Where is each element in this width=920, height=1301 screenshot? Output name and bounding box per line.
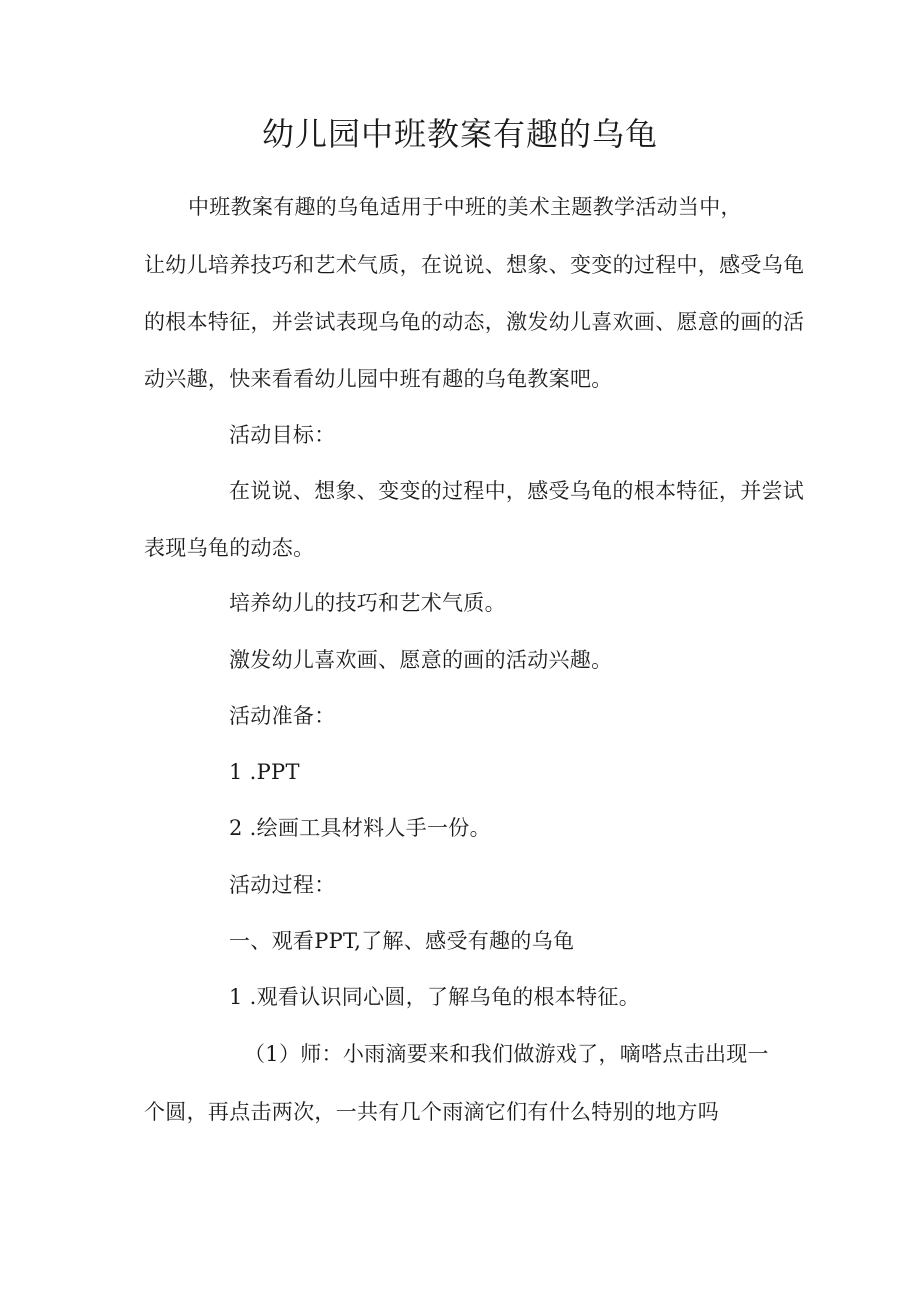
intro-line-3: 的根本特征，并尝试表现乌龟的动态，激发幼儿喜欢画、愿意的画的活 bbox=[144, 310, 805, 334]
intro-line-1: 中班教案有趣的乌龟适用于中班的美术主题教学活动当中， bbox=[188, 195, 742, 219]
process-sub-1-line-2: 个圆，再点击两次，一共有几个雨滴它们有什么特别的地方吗 bbox=[144, 1100, 720, 1124]
process-sub-1-line-1: （1）师：小雨滴要来和我们做游戏了，嘀嗒点击出现一 bbox=[244, 1042, 769, 1066]
goals-heading: 活动目标： bbox=[229, 423, 336, 447]
goal-1-line-1: 在说说、想象、变变的过程中，感受乌龟的根本特征，并尝试 bbox=[229, 479, 805, 503]
process-step-1: 1 .观看认识同心圆，了解乌龟的根本特征。 bbox=[229, 985, 641, 1009]
prep-item-2: 2 .绘画工具材料人手一份。 bbox=[229, 816, 491, 840]
prep-item-1: 1 .PPT bbox=[229, 760, 300, 784]
goal-3: 激发幼儿喜欢画、愿意的画的活动兴趣。 bbox=[229, 648, 613, 672]
process-heading: 活动过程： bbox=[229, 873, 336, 897]
intro-line-2: 让幼儿培养技巧和艺术气质，在说说、想象、变变的过程中，感受乌龟 bbox=[144, 253, 805, 277]
goal-1-line-2: 表现乌龟的动态。 bbox=[144, 536, 315, 560]
process-section-1: 一、观看PPT,了解、感受有趣的乌龟 bbox=[229, 929, 575, 953]
intro-line-4: 动兴趣，快来看看幼儿园中班有趣的乌龟教案吧。 bbox=[144, 367, 613, 391]
document-title: 幼儿园中班教案有趣的乌龟 bbox=[261, 115, 658, 153]
goal-2: 培养幼儿的技巧和艺术气质。 bbox=[229, 591, 506, 615]
prep-heading: 活动准备： bbox=[229, 704, 336, 728]
